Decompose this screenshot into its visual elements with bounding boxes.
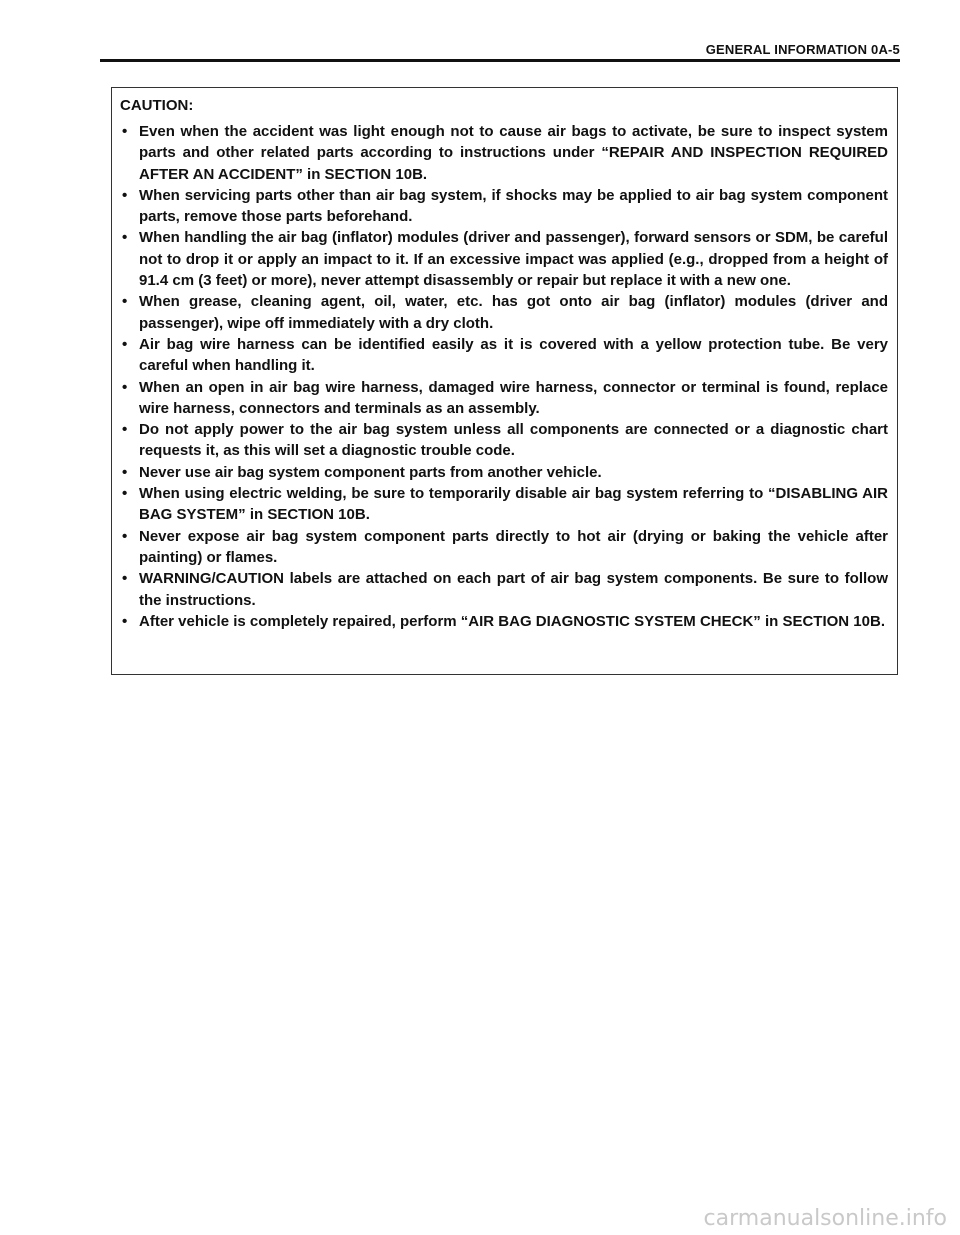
caution-item bbox=[120, 291, 888, 334]
bullet-icon: • bbox=[122, 527, 128, 545]
page-header bbox=[100, 0, 900, 64]
bullet-icon: • bbox=[122, 378, 128, 396]
caution-item-text: Even when the accident was light enough not to cause air bags to activate, be sure to inspect system parts and other related parts according to instructions under “REPAIR AND INSPECTION REQUIRED AFTER AN ACCIDENT” in SECTION 10B. bbox=[139, 123, 888, 183]
bullet-icon: • bbox=[122, 335, 128, 353]
caution-item-text: Air bag wire harness can be identified easily as it is covered with a yellow protection tube. Be very careful when handling it. bbox=[139, 335, 888, 375]
bullet-icon: • bbox=[122, 123, 128, 140]
caution-item bbox=[120, 568, 888, 611]
caution-item-text: WARNING/CAUTION labels are attached on each part of air bag system components. Be sure to follow the instructions. bbox=[139, 570, 888, 609]
caution-box bbox=[111, 87, 898, 675]
caution-item-text: When servicing parts other than air bag system, if shocks may be applied to air bag system component parts, remove those parts beforehand. bbox=[139, 186, 888, 226]
header-rule bbox=[100, 59, 900, 62]
caution-list bbox=[120, 121, 888, 632]
bullet-icon: • bbox=[122, 485, 128, 503]
caution-item-text: When handling the air bag (inflator) modules (driver and passenger), forward sensors or SDM, be careful not to drop it or apply an impact to it. If an excessive impact was applied (e.g., dropped from a height of 91.4 cm (3 feet) or more), never attempt disassembly or repair but replace it with a new one. bbox=[139, 229, 888, 290]
caution-item bbox=[120, 462, 888, 483]
caution-item bbox=[120, 185, 888, 228]
caution-item-text: When grease, cleaning agent, oil, water, etc. has got onto air bag (inflator) modules (driver and passenger), wipe off immediately with a dry cloth. bbox=[139, 293, 888, 332]
caution-item-text: When an open in air bag wire harness, damaged wire harness, connector or terminal is found, replace wire harness, connectors and terminals as an assembly. bbox=[139, 378, 888, 417]
bullet-icon: • bbox=[122, 421, 128, 439]
bullet-icon: • bbox=[122, 612, 128, 630]
caution-item bbox=[120, 227, 888, 291]
bullet-icon: • bbox=[122, 229, 128, 247]
caution-item bbox=[120, 419, 888, 462]
caution-item-text: Never use air bag system component parts from another vehicle. bbox=[139, 463, 602, 481]
caution-item bbox=[120, 526, 888, 569]
bullet-icon: • bbox=[122, 293, 128, 311]
caution-item-text: When using electric welding, be sure to temporarily disable air bag system referring to “DISABLING AIR BAG SYSTEM” in SECTION 10B. bbox=[139, 485, 888, 524]
bullet-icon: • bbox=[122, 463, 128, 481]
watermark: carmanualsonline.info bbox=[703, 1206, 947, 1231]
caution-item bbox=[120, 611, 888, 632]
bullet-icon: • bbox=[122, 186, 128, 204]
caution-item bbox=[120, 121, 888, 185]
caution-item-text: Do not apply power to the air bag system unless all components are connected or a diagnostic chart requests it, as this will set a diagnostic trouble code. bbox=[139, 421, 888, 460]
caution-item bbox=[120, 334, 888, 377]
caution-heading: CAUTION: bbox=[120, 97, 194, 114]
caution-item-text: After vehicle is completely repaired, perform “AIR BAG DIAGNOSTIC SYSTEM CHECK” in SECTION 10B. bbox=[139, 612, 885, 630]
caution-item-text: Never expose air bag system component parts directly to hot air (drying or baking the vehicle after painting) or flames. bbox=[139, 527, 888, 566]
header-title: GENERAL INFORMATION 0A-5 bbox=[705, 42, 900, 57]
bullet-icon: • bbox=[122, 570, 128, 588]
caution-item bbox=[120, 483, 888, 526]
caution-item bbox=[120, 377, 888, 420]
